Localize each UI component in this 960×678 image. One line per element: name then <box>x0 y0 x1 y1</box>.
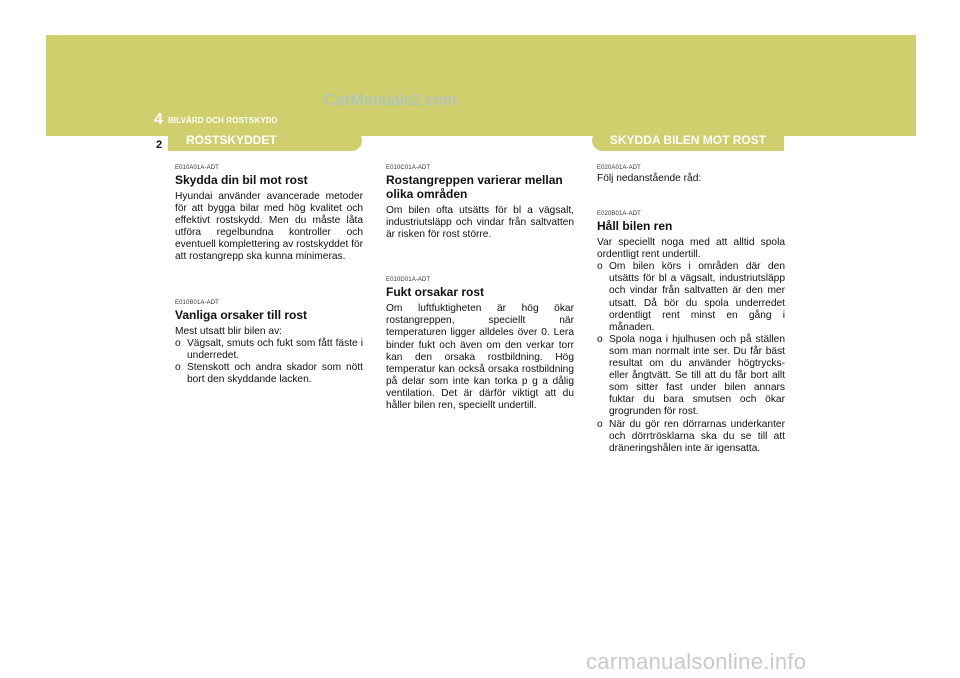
section-text: Om luftfuktigheten är hög ökar rostangreppen, speciellt när temperaturen ligger alldeles över 0. Lera binder fukt och även om den verkar torr kan den orsaka rostbildning. Hög temperatur kan också orsaka rostbildning på delar som inte kan torka p g a dålig ventilation. Det är därför viktigt att du håller bilen ren, speciellt undertill. <box>386 303 574 412</box>
section-intro: Var speciellt noga med att alltid spola ordentligt rent undertill. <box>597 237 785 261</box>
list-item: o Spola noga i hjulhusen och på ställen som man normalt inte ser. Du får bäst resultat om du använder högtrycks- eller ångtvätt. Se till att du får bort allt som sitter fast under bilen annars fuktar du bara smutsen och ökar grogrunden för rost. <box>597 333 785 418</box>
section-tab-left: ROSTSKYDDET <box>168 130 362 151</box>
section-keep-clean <box>597 211 785 455</box>
bullet-marker: o <box>597 418 603 430</box>
section-moisture <box>386 277 574 412</box>
section-intro: Mest utsatt blir bilen av: <box>175 325 283 337</box>
section-code: E020B01A-ADT <box>597 211 641 218</box>
section-regional <box>386 165 574 241</box>
section-code: E010B01A-ADT <box>175 299 219 306</box>
watermark-link[interactable]: CarManuals2.com <box>324 92 457 109</box>
section-tab-right: SKYDDA BILEN MOT ROST <box>592 130 784 151</box>
bullet-marker: o <box>175 361 181 373</box>
section-code: E020A01A-ADT <box>597 165 641 171</box>
list-item: o Vägsalt, smuts och fukt som fått fäste i underredet. <box>175 337 363 361</box>
section-code: E010A01A-ADT <box>175 165 219 171</box>
column-1 <box>175 165 363 386</box>
bullet-marker: o <box>597 261 603 273</box>
section-heading: Vanliga orsaker till rost <box>175 307 308 322</box>
section-text: Om bilen ofta utsätts för bl a vägsalt, industriutsläpp och vindar från saltvatten är risken för rost större. <box>386 205 574 241</box>
bullet-marker: o <box>175 337 181 349</box>
section-causes <box>175 300 363 386</box>
chapter-title: BILVÅRD OCH ROSTSKYDD <box>168 116 278 125</box>
footer-watermark[interactable]: carmanualsonline.info <box>586 649 807 674</box>
section-text: Hyundai använder avancerade metoder för att bygga bilar med hög kvalitet och effektivt rostskydd. Men du måste låta utföra regelbundna kontroller och eventuell komplettering av rostskyddet för att rostangrepp ska kunna minimeras. <box>175 191 363 263</box>
list-item: o När du gör ren dörrarnas underkanter och dörrtrösklarna ska du se till att dräneringshålen inte är igensatta. <box>597 418 785 454</box>
section-heading: Rostangreppen varierar mellan olika områden <box>386 173 563 201</box>
list-item: o Stenskott och andra skador som nött bort den skyddande lacken. <box>175 361 363 385</box>
column-2 <box>386 165 574 412</box>
section-heading: Skydda din bil mot rost <box>175 173 308 187</box>
bullet-list <box>175 338 363 386</box>
chapter-number: 4 <box>154 111 163 128</box>
section-heading: Håll bilen ren <box>597 219 673 234</box>
column-3 <box>597 165 785 455</box>
section-text: Följ nedanstående råd: <box>597 173 702 184</box>
section-advice <box>597 165 785 185</box>
section-protect <box>175 165 363 264</box>
section-code: E010D01A-ADT <box>386 277 431 284</box>
section-heading: Fukt orsakar rost <box>386 285 485 300</box>
bullet-marker: o <box>597 333 603 345</box>
section-code: E010C01A-ADT <box>386 165 431 171</box>
page-number: 2 <box>155 139 163 151</box>
bullet-list <box>597 261 785 455</box>
list-item: o Om bilen körs i områden där den utsätts för bl a vägsalt, industriutsläpp och vindar från saltvatten är den mer utsatt. Då bör du spola underredet ordentligt rent minst en gång i månaden. <box>597 261 785 333</box>
